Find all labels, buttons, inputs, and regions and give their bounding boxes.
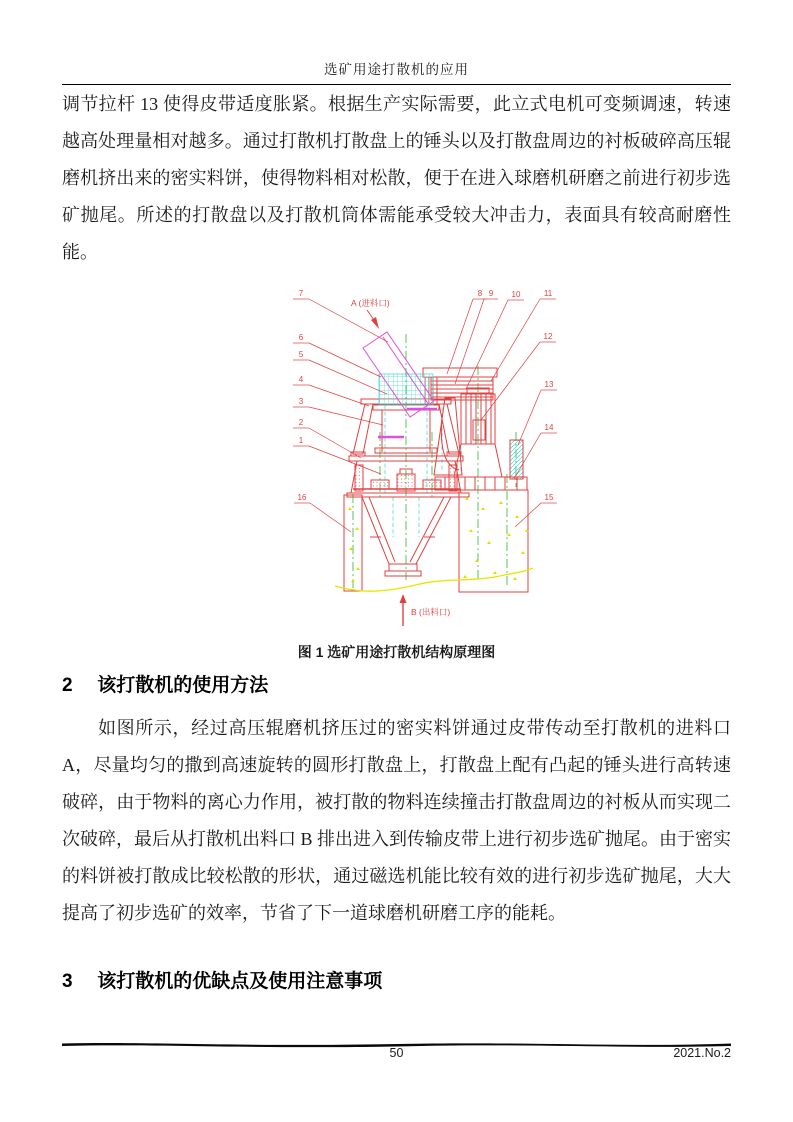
part-label-9: 9 — [488, 289, 494, 298]
section-heading-2 — [62, 670, 268, 697]
takeup-bracket — [510, 440, 523, 479]
discharge-hopper — [362, 497, 451, 576]
part-label-3: 3 — [298, 397, 304, 406]
part-label-4: 4 — [298, 375, 304, 384]
outlet-annotation — [400, 594, 451, 626]
outlet-label: B (出料口) — [411, 607, 451, 617]
part-label-10: 10 — [511, 290, 521, 299]
outlet-arrow-icon — [400, 594, 407, 603]
page-number: 50 — [389, 1046, 404, 1060]
part-label-16: 16 — [297, 493, 307, 502]
issue-label: 2021.No.2 — [673, 1046, 731, 1060]
inlet-annotation — [351, 298, 390, 329]
figure-caption: 图 1 选矿用途打散机结构原理图 — [297, 644, 496, 660]
body-paragraph-1: 调节拉杆 13 使得皮带适度胀紧。根据生产实际需要，此立式电机可变频调速，转速越高处理量相对越多。通过打散机打散盘上的锤头以及打散盘周边的衬板破碎高压辊磨机挤出来的密实料饼，使得物料相对松散，便于在进入球磨机研磨之前进行初步选矿抛尾。所述的打散盘以及打散机筒体需能承受较大冲击力，表面具有较高耐磨性能。 — [62, 94, 731, 262]
inlet-label: A (进料口) — [351, 298, 390, 308]
part-label-8: 8 — [477, 289, 483, 298]
header-rule — [62, 84, 731, 85]
inlet-arrow-icon — [371, 317, 379, 329]
figure-1-diagram — [285, 282, 565, 634]
hatched-bearing-block — [379, 374, 433, 405]
machine-structure — [347, 368, 527, 576]
aggregate-speckles — [348, 497, 529, 582]
part-label-13: 13 — [544, 380, 554, 389]
part-label-5: 5 — [298, 350, 304, 359]
part-label-7: 7 — [298, 289, 304, 298]
machine-schematic — [285, 282, 565, 634]
section-title: 该打散机的优缺点及使用注意事项 — [97, 971, 383, 992]
section-number: 2 — [62, 675, 73, 696]
part-label-15: 15 — [544, 493, 554, 502]
section-title: 该打散机的使用方法 — [97, 675, 269, 696]
body-paragraph-2: 如图所示，经过高压辊磨机挤压过的密实料饼通过皮带传动至打散机的进料口 A，尽量均匀的撒到高速旋转的圆形打散盘上，打散盘上配有凸起的锤头进行高转速破碎，由于物料的离心力作用，被打散的物料连续撞击打散盘周边的衬板从而实现二次破碎，最后从打散机出料口 B 排出进入到传输皮带上进行初步选矿抛尾。由于密实的料饼被打散成比较松散的形状，通过磁选机能比较有效的进行初步选矿抛尾，大大提高了初步选矿的效率，节省了下一道球磨机研磨工序的能耗。 — [62, 718, 732, 923]
concrete-foundation — [344, 490, 528, 592]
section-heading-3 — [62, 966, 382, 993]
dispersing-drum — [347, 461, 469, 497]
part-label-2: 2 — [298, 418, 304, 427]
part-label-11: 11 — [543, 289, 553, 298]
part-label-12: 12 — [543, 332, 553, 341]
ground-break-line — [335, 568, 533, 591]
part-label-6: 6 — [298, 333, 304, 342]
running-header-title: 选矿用途打散机的应用 — [324, 62, 469, 77]
part-label-14: 14 — [544, 423, 554, 432]
part-label-1: 1 — [298, 436, 304, 445]
section-number: 3 — [62, 971, 73, 992]
